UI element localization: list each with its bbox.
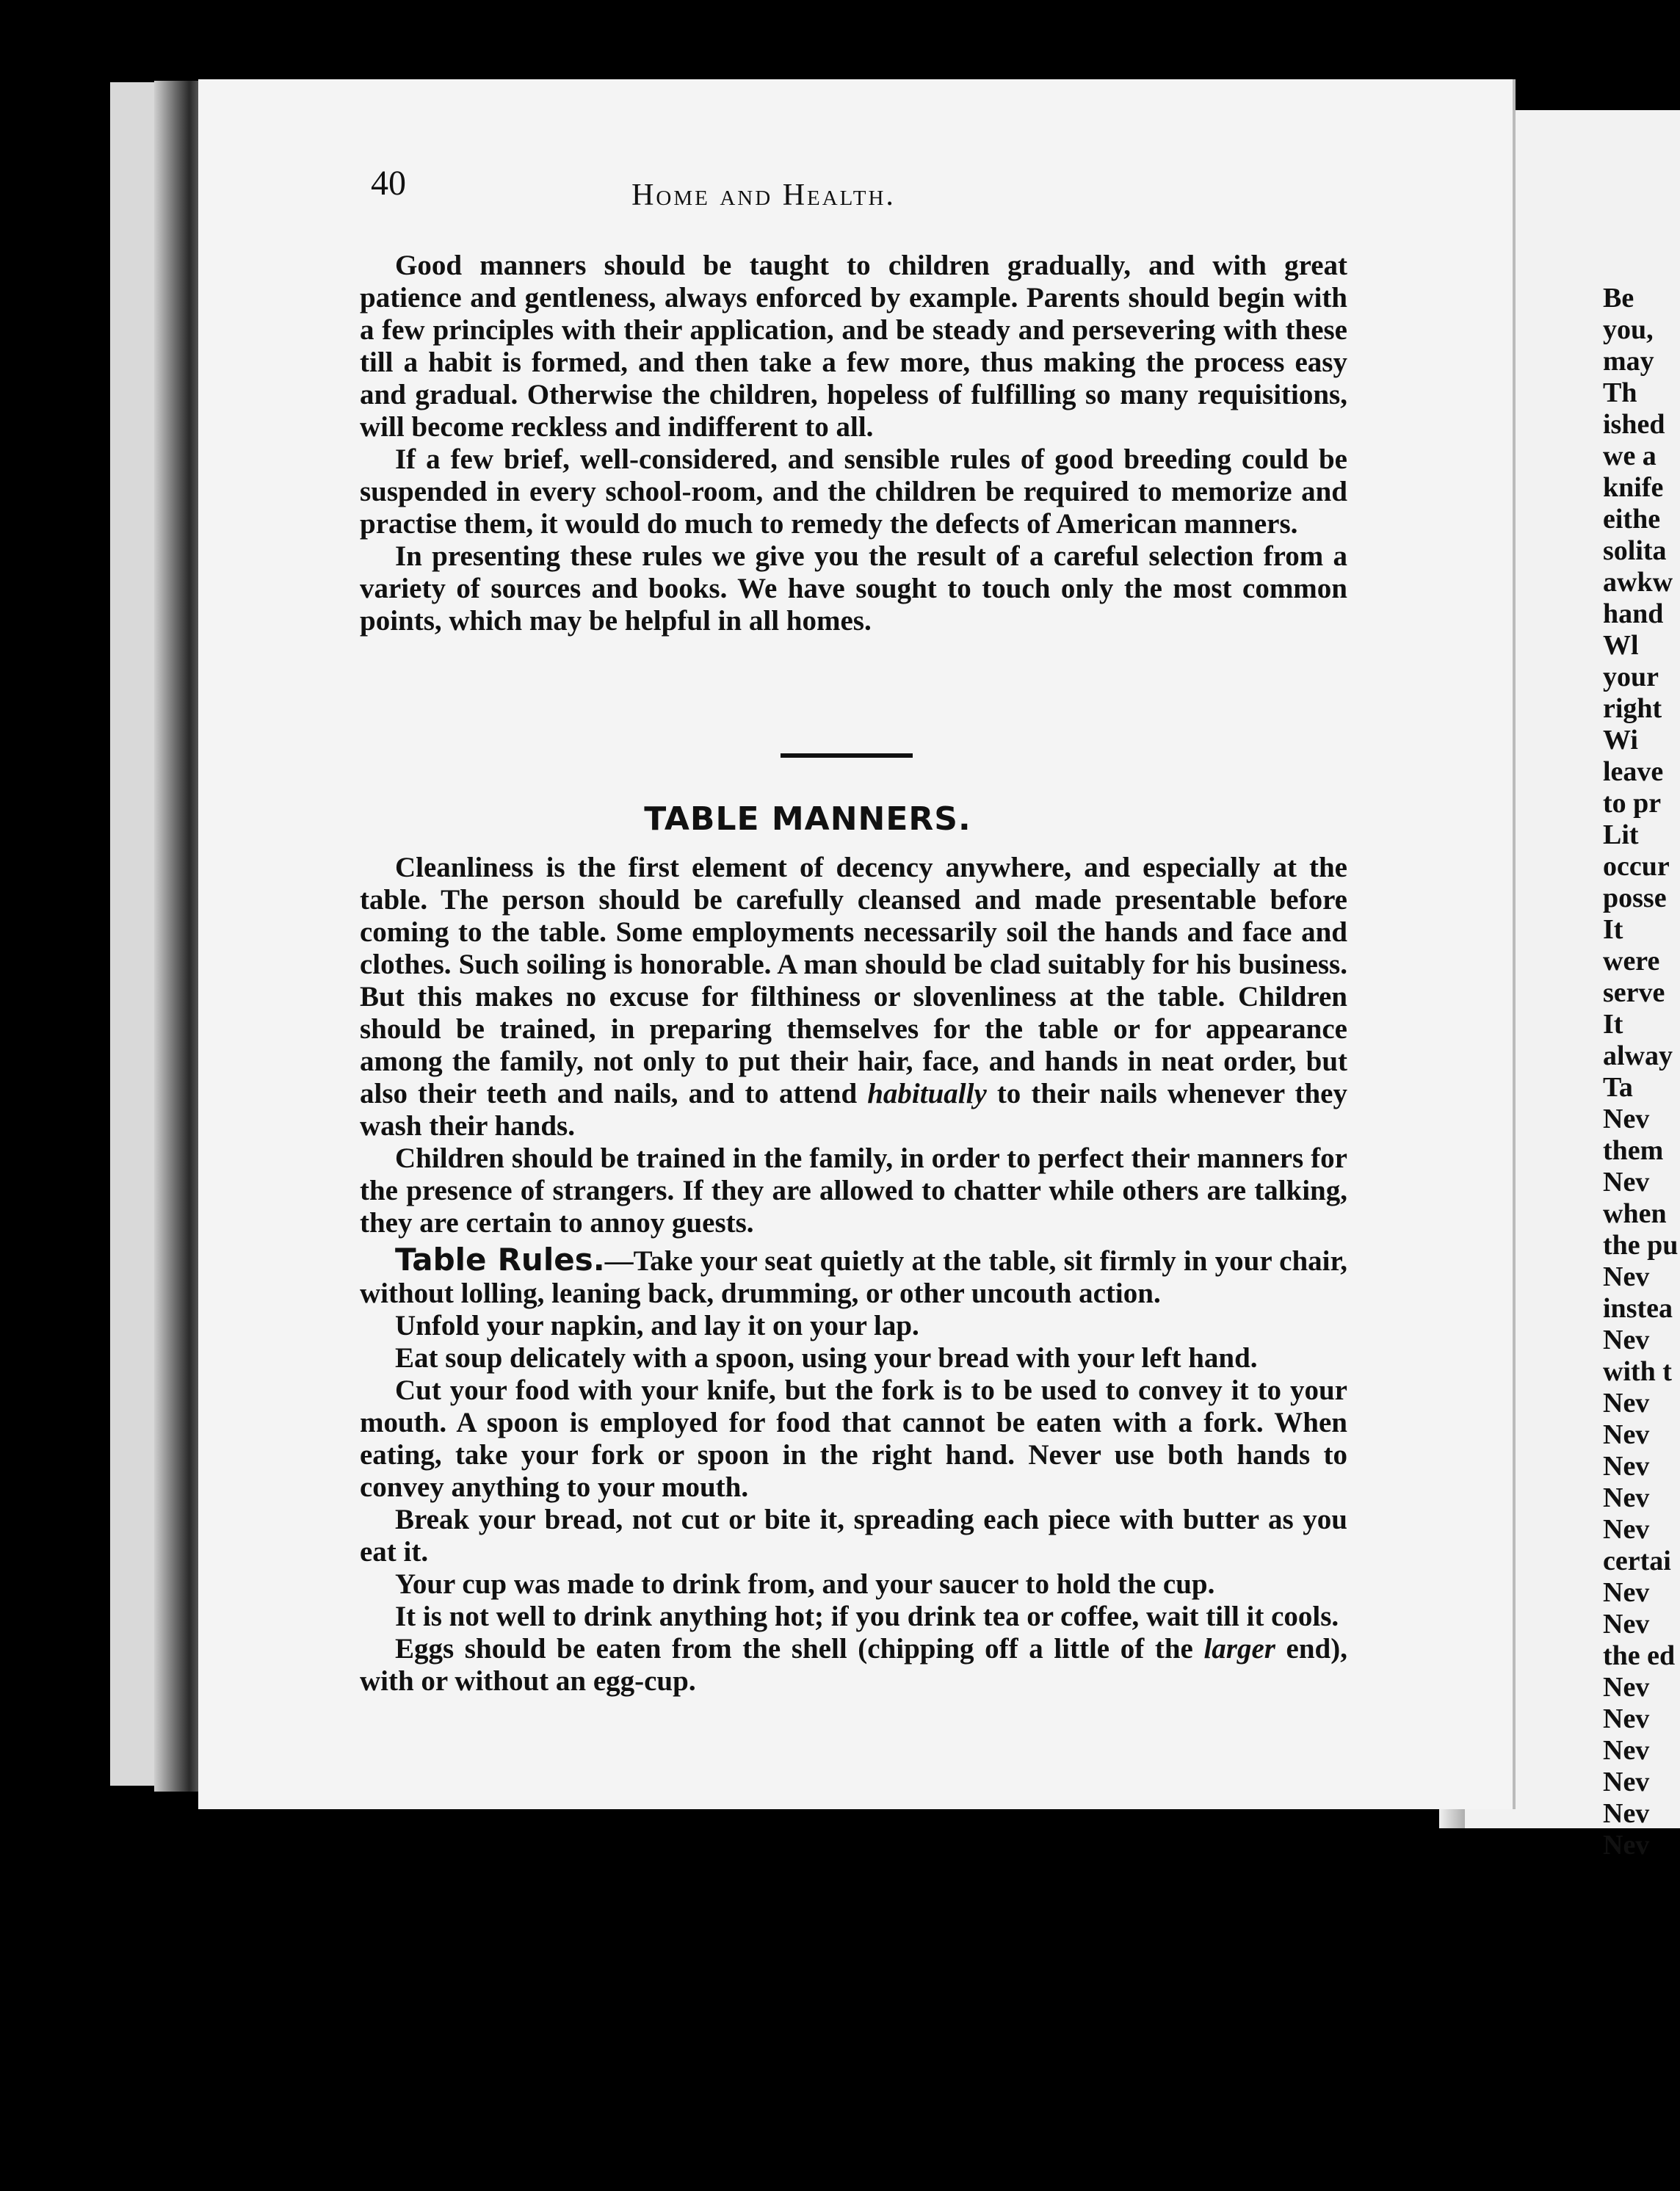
paragraph: Children should be trained in the family, in order to perfect their manners for the presence of strangers. If they are allowed to chatter while others are talking, they are certain to annoy guests. — [360, 1142, 1347, 1239]
right-page-text-fragments — [1603, 283, 1680, 1861]
right-page-line: Nev — [1603, 1167, 1650, 1198]
right-page-line: certai — [1603, 1546, 1671, 1576]
right-page-line: Nev — [1603, 1798, 1650, 1829]
paragraph: Eat soup delicately with a spoon, using your bread with your left hand. — [395, 1342, 1258, 1374]
right-page-line: with t — [1603, 1356, 1672, 1387]
right-page-line: you, — [1603, 314, 1654, 345]
right-page-line: Nev — [1603, 1830, 1650, 1861]
right-page-line: Nev — [1603, 1577, 1650, 1608]
text-run: —Take your seat quietly at the table, sit firmly in your chair, without lolling, leaning back, drumming, or other uncouth action. — [360, 1245, 1347, 1309]
right-page-line: Wl — [1603, 630, 1639, 661]
right-page-line: Nev — [1603, 1767, 1650, 1797]
intro-text — [360, 250, 1347, 637]
right-page-line: occur — [1603, 851, 1670, 882]
right-page-line: your — [1603, 662, 1659, 692]
right-page-line: Nev — [1603, 1451, 1650, 1482]
paragraph: Good manners should be taught to children gradually, and with great patience and gentleness, always enforced by example. Parents should begin with a few principles with their application, and be steady and persevering with these till a habit is formed, and then take a few more, thus making the process easy and gradual. Otherwise the children, hopeless of fulfilling so many requisitions, will become reckless and indifferent to all. — [360, 250, 1347, 443]
text-run: Cleanliness is the first element of decency anywhere, and especially at the table. The person should be carefully cleansed and made presentable before coming to the table. Some employments necessarily soil the hands and face and clothes. Such soiling is honorable. A man should be clad suitably for his business. But this makes no excuse for filthiness or slovenliness at the table. Children should be trained, in preparing themselves for the table or for appearance among the family, not only to put their hair, face, and hands in neat order, but also their teeth and nails, and to attend — [360, 852, 1347, 1109]
right-page-line: serve — [1603, 977, 1665, 1008]
right-page-line: Nev — [1603, 1672, 1650, 1703]
right-page-line: eithe — [1603, 504, 1661, 535]
right-page-line: Nev — [1603, 1261, 1650, 1292]
paragraph — [360, 1633, 1347, 1698]
paragraph: In presenting these rules we give you the result of a careful selection from a variety of sources and books. We have sought to touch only the most common points, which may be helpful in all homes. — [360, 540, 1347, 637]
right-page-line: Nev — [1603, 1482, 1650, 1513]
right-page-line: Nev — [1603, 1609, 1650, 1640]
right-page-line: Nev — [1603, 1104, 1650, 1134]
right-page-line: Nev — [1603, 1419, 1650, 1450]
paragraph — [360, 1244, 1347, 1310]
right-page-line: Nev — [1603, 1388, 1650, 1419]
right-page-line: hand — [1603, 598, 1664, 629]
right-page-line: Be — [1603, 283, 1634, 314]
emphasis: habitually — [867, 1078, 987, 1109]
right-page-line: knife — [1603, 472, 1664, 503]
right-page-line: Wi — [1603, 725, 1638, 756]
right-page-line: were — [1603, 946, 1660, 977]
section-divider-rule — [781, 753, 913, 758]
paragraph — [360, 852, 1347, 1142]
right-page-line: solita — [1603, 535, 1667, 566]
right-page-line: right — [1603, 693, 1662, 724]
section-title: TABLE MANNERS. — [644, 800, 971, 838]
right-page-line: the ed — [1603, 1640, 1676, 1671]
paragraph: Unfold your napkin, and lay it on your lap. — [395, 1310, 919, 1341]
text-run: Eggs should be eaten from the shell (chipping off a little of the — [395, 1633, 1204, 1665]
paragraph: Your cup was made to drink from, and your saucer to hold the cup. — [395, 1568, 1215, 1600]
right-page-line: ished — [1603, 409, 1665, 440]
right-page-line: to pr — [1603, 788, 1662, 819]
right-page-line: Th — [1603, 377, 1637, 408]
right-page-line: Nev — [1603, 1514, 1650, 1545]
paragraph: Break your bread, not cut or bite it, spreading each piece with butter as you eat it. — [360, 1504, 1347, 1568]
right-page-line: Lit — [1603, 819, 1639, 850]
right-page-line: we a — [1603, 441, 1657, 471]
emphasis: larger — [1203, 1633, 1275, 1665]
right-page-line: when — [1603, 1198, 1667, 1229]
right-page-line: It — [1603, 1009, 1623, 1040]
right-page-line: Nev — [1603, 1703, 1650, 1734]
table-manners-text — [360, 852, 1347, 1698]
right-page-line: instea — [1603, 1293, 1673, 1324]
paragraph: Cut your food with your knife, but the fork is to be used to convey it to your mouth. A spoon is employed for food that cannot be eaten with a fork. When eating, take your fork or spoon in the right hand. Never use both hands to convey anything to your mouth. — [360, 1375, 1347, 1503]
run-in-heading: Table Rules. — [395, 1242, 605, 1278]
text-run: end), with or without an egg-cup. — [360, 1633, 1347, 1697]
paragraph: If a few brief, well-considered, and sensible rules of good breeding could be suspended in every school-room, and the children be required to memorize and practise them, it would do much to remedy the defects of American manners. — [360, 443, 1347, 540]
right-page-line: Nev — [1603, 1325, 1650, 1355]
right-page-line: the pu — [1603, 1230, 1679, 1261]
right-page-line: awkw — [1603, 567, 1673, 598]
page-number: 40 — [371, 164, 406, 203]
right-page-line: them — [1603, 1135, 1664, 1166]
right-page-line: Ta — [1603, 1072, 1633, 1103]
right-page-line: posse — [1603, 883, 1667, 913]
text-run: to their nails whenever they wash their hands. — [360, 1078, 1347, 1142]
right-page-line: Nev — [1603, 1735, 1650, 1766]
right-page-line: alway — [1603, 1040, 1673, 1071]
right-page-line: leave — [1603, 756, 1664, 787]
right-page-line: It — [1603, 914, 1623, 945]
right-page-line: may — [1603, 346, 1654, 377]
paragraph: It is not well to drink anything hot; if you drink tea or coffee, wait till it cools. — [395, 1601, 1339, 1632]
running-head: Home and Health. — [631, 178, 896, 212]
